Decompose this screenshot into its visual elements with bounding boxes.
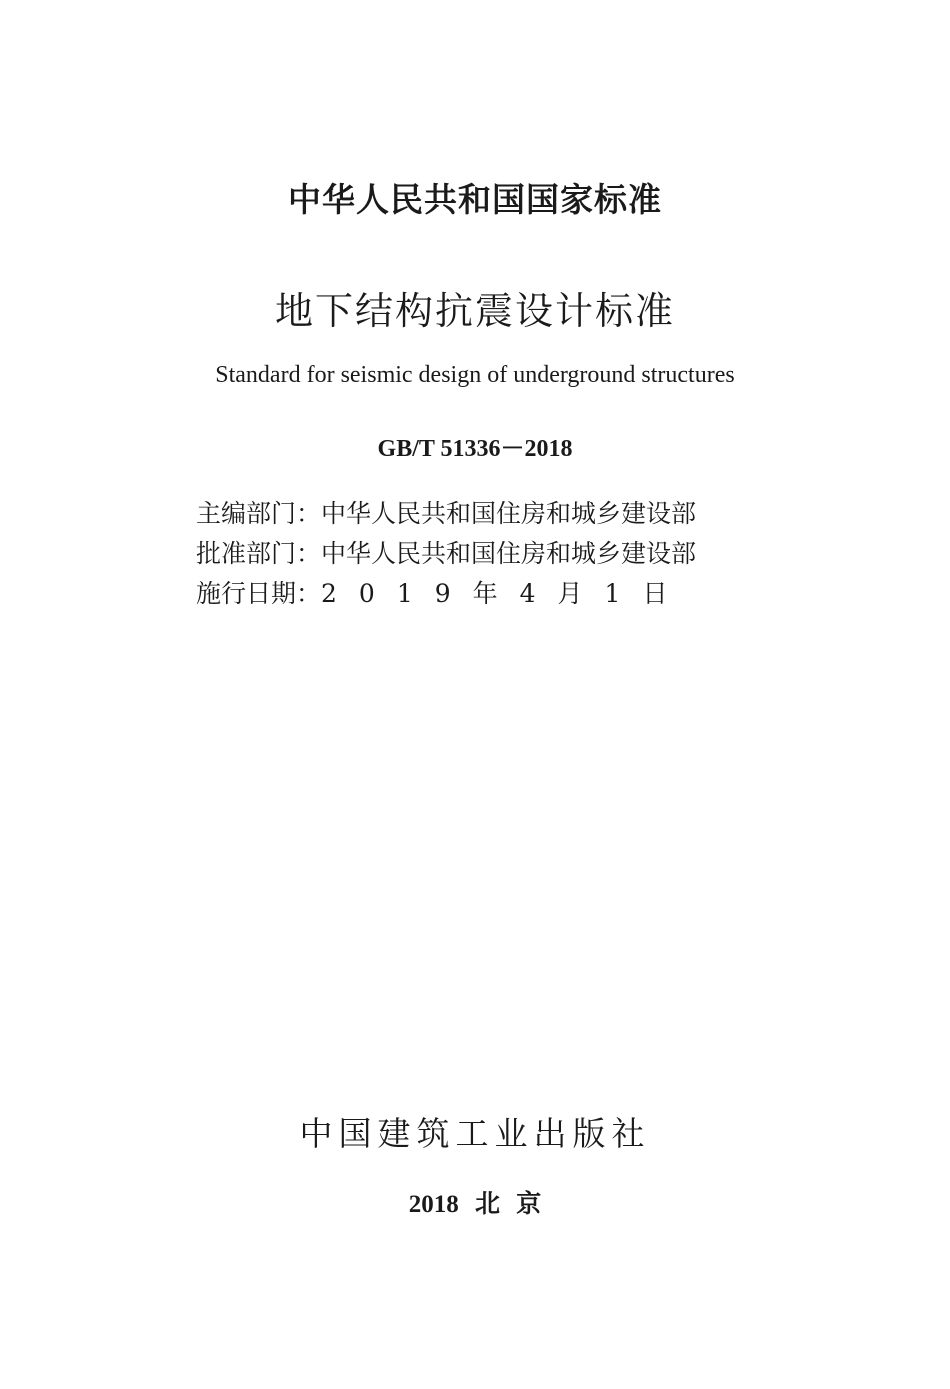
publication-year-place: 2018 北 京 [408,1191,542,1218]
effective-date-row [196,574,756,610]
standard-code: GB/T 51336－2018 [377,436,573,462]
effective-date-label: 施行日期： [196,579,322,608]
editor-department-row [196,494,756,530]
publisher-name: 中国建筑工业出版社 [299,1114,651,1153]
approver-department-row [196,534,756,570]
editor-department-label: 主编部门： [196,499,322,528]
standard-series-title: 中华人民共和国国家标准 [288,180,662,219]
standard-title-english: Standard for seismic design of underground structures [215,362,735,388]
standard-title-chinese: 地下结构抗震设计标准 [274,289,675,333]
approver-department-label: 批准部门： [196,539,322,568]
approver-department-value: 中华人民共和国住房和城乡建设部 [321,539,697,568]
effective-date-value: 2019年4月1日 [321,579,690,608]
editor-department-value: 中华人民共和国住房和城乡建设部 [321,499,697,528]
